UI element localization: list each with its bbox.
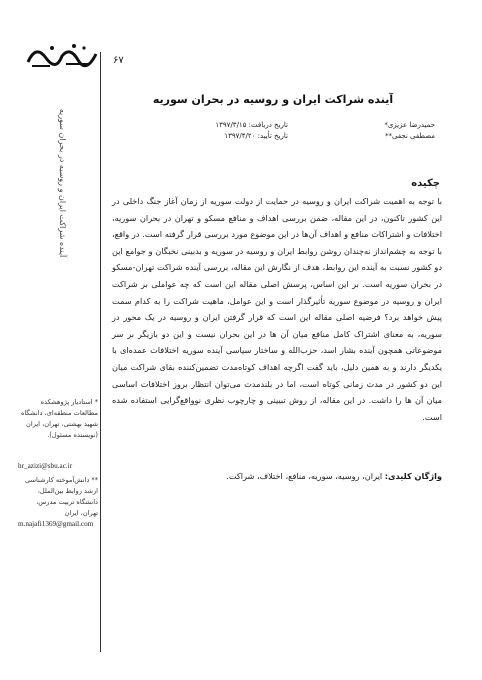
author-name: حمیدرضا عزیزی*: [384, 121, 435, 129]
abstract-heading: چکیده: [411, 178, 440, 189]
keywords-text: ایران، روسیه، سوریه، منافع، اختلاف، شراکت.: [226, 471, 383, 481]
author-list: [365, 120, 435, 142]
article-title: آینده شراکت ایران و روسیه در بحران سوریه: [152, 93, 394, 106]
margin-rule: [100, 52, 101, 652]
author-note: ** دانش‌آموخته کارشناسی ارشد روابط بین‌الملل، دانشگاه تربیت مدرس، تهران، ایران: [24, 476, 98, 517]
submission-dates: [200, 120, 288, 142]
received-date: تاریخ دریافت: ۱۳۹۷/۳/۱۵: [215, 121, 288, 129]
accepted-date: تاریخ تأیید: ۱۳۹۷/۴/۲۰: [224, 132, 288, 140]
running-title: آینده شراکت ایران و روسیه در بحران سوریه: [58, 108, 67, 258]
author-email[interactable]: hr_azizi@sbu.ac.ir: [18, 462, 73, 470]
author-note: * استادیار پژوهشکده مطالعات منطقه‌ای، دانشگاه شهید بهشتی، تهران، ایران (نویسنده مسئول).: [20, 398, 98, 439]
author-name: مصطفی نجفی**: [384, 132, 435, 140]
abstract-body: با توجه به اهمیت شراکت ایران و روسیه در حمایت از دولت سوریه از زمان آغاز جنگ داخلی در این کشور تاکنون، در این مقاله، ضمن بررسی اهداف و منافع مسکو و تهران در بحران سوریه، اختلافات و اشتراکات منافع و اهداف آن‌ها در این موضوع مورد بررسی قرار گرفته است. در واقع، با توجه به چشم‌انداز نه‌چندان روشن روابط ایران و روسیه در سوریه و بدبینی نخبگان و جوامع این دو کشور نسبت به آینده این روابط، هدف از نگارش این مقاله، بررسی آینده شراکت تهران-مسکو در بحران سوریه است. بر این اساس، پرسش اصلی مقاله این است که چه عواملی بر شراکت ایران و روسیه در موضوع سوریه تأثیرگذار است و این عوامل، ماهیت شراکت را به کدام سمت پیش خواهد برد؟ فرضیه اصلی مقاله این است که قرار گرفتن ایران و روسیه در یک محور در سوریه، به معنای اشتراک کامل منافع میان آن ها در این بحران نیست و این دو بازیگر بر سر موضوعاتی همچون آینده بشار اسد، حزب‌الله و ساختار سیاسی آینده سوریه اختلافات عمده‌ای با یکدیگر دارند و به همین دلیل، باید گفت اگرچه اهداف کوتاه‌مدت تضمین‌کننده بقای شراکت میان این دو کشور در مدت زمانی کوتاه است، اما در بلندمدت می‌توان انتظار بروز اختلافات اساسی میان آن ها را داشت. در این مقاله، از روش تبیینی و چارچوب نظری نوواقع‌گرایی استفاده شده است.: [112, 196, 442, 422]
keywords-line: [180, 471, 442, 481]
author-email[interactable]: m.najafi1369@gmail.com: [18, 520, 94, 528]
page-number: ۶۷: [113, 55, 124, 66]
keywords-label: واژگان کلیدی:: [384, 471, 442, 481]
